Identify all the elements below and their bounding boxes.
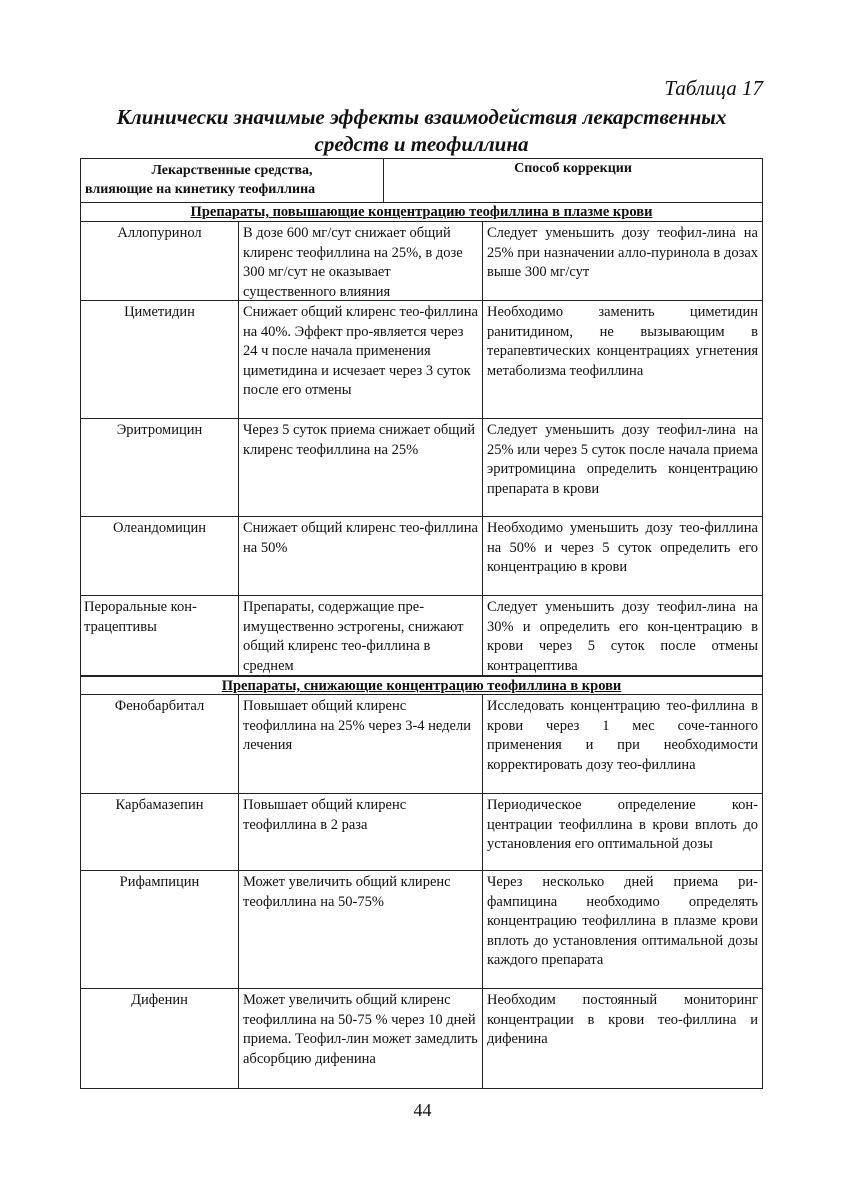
header-drugs-column bbox=[81, 159, 384, 202]
drug-cell: Рифампицин bbox=[81, 871, 239, 988]
table-row bbox=[81, 695, 762, 794]
page-number: 44 bbox=[413, 1100, 432, 1120]
correction-cell: Необходим постоянный мониторинг концентрации в крови тео-филлина и дифенина bbox=[487, 992, 758, 1047]
header-correction-column: Способ коррекции bbox=[514, 161, 632, 176]
table-row bbox=[81, 222, 762, 301]
effect-cell: Может увеличить общий клиренс теофиллина на 50-75 % через 10 дней приема. Теофил-лин может замедлить абсорбцию дифенина bbox=[239, 989, 483, 1088]
drug-cell: Карбамазепин bbox=[81, 794, 239, 870]
effect-cell: Снижает общий клиренс тео-филлина на 40%. Эффект про-является через 24 ч после начала применения циметидина и исчезает через 3 суток после его отмены bbox=[239, 301, 483, 418]
table-row bbox=[81, 989, 762, 1088]
drug-cell: Пероральные кон-трацептивы bbox=[81, 596, 239, 675]
drug-cell: Фенобарбитал bbox=[81, 695, 239, 793]
section-increasing-heading bbox=[81, 203, 762, 222]
table-header-row bbox=[81, 159, 762, 203]
effect-cell: Повышает общий клиренс теофиллина на 25% через 3-4 недели лечения bbox=[239, 695, 483, 793]
drug-cell: Олеандомицин bbox=[81, 517, 239, 595]
section-decreasing-heading bbox=[81, 676, 762, 695]
correction-cell: Периодическое определение кон-центрации теофиллина в крови вплоть до установления его оптимальной дозы bbox=[487, 797, 758, 852]
correction-cell: Необходимо заменить циметидин ранитидином, не вызывающим в терапевтических концентрациях угнетения метаболизма теофиллина bbox=[487, 304, 758, 379]
effect-cell: Снижает общий клиренс тео-филлина на 50% bbox=[239, 517, 483, 595]
correction-cell: Следует уменьшить дозу теофил-лина на 25% при назначении алло-пуринола в дозах выше 300 мг/сут bbox=[487, 225, 758, 280]
effect-cell: Препараты, содержащие пре-имущественно эстрогены, снижают общий клиренс тео-филлина в среднем bbox=[239, 596, 483, 675]
effect-cell: В дозе 600 мг/сут снижает общий клиренс теофиллина на 25%, в дозе 300 мг/сут не оказывает существенного влияния bbox=[239, 222, 483, 300]
table-row bbox=[81, 517, 762, 596]
table-title-line-1: Клинически значимые эффекты взаимодействия лекарственных bbox=[116, 105, 727, 129]
table-title-line-2: средств и теофиллина bbox=[314, 132, 529, 156]
interaction-table bbox=[80, 158, 763, 1089]
table-number-label: Таблица 17 bbox=[664, 76, 763, 100]
table-row bbox=[81, 419, 762, 517]
section-decreasing-text: Препараты, снижающие концентрацию теофиллина в крови bbox=[221, 678, 622, 694]
table-row bbox=[81, 301, 762, 419]
drug-cell: Аллопуринол bbox=[81, 222, 239, 300]
table-row bbox=[81, 794, 762, 871]
header-drugs-line-1: Лекарственные средства, bbox=[151, 163, 313, 178]
section-increasing-text: Препараты, повышающие концентрацию теофиллина в плазме крови bbox=[190, 204, 653, 220]
table-row bbox=[81, 596, 762, 676]
correction-cell: Необходимо уменьшить дозу тео-филлина на 50% и через 5 суток определить его концентрацию в крови bbox=[487, 520, 758, 575]
header-drugs-line-2: влияющие на кинетику теофиллина bbox=[85, 182, 316, 197]
drug-cell: Дифенин bbox=[81, 989, 239, 1088]
correction-cell: Через несколько дней приема ри-фампицина необходимо определять концентрацию теофиллина в плазме крови вплоть до установления оптимальной дозы каждого препарата bbox=[487, 874, 758, 968]
table-title bbox=[80, 104, 763, 158]
correction-cell: Исследовать концентрацию тео-филлина в крови через 1 мес соче-танного применения и при необходимости корректировать дозу тео-филлина bbox=[487, 698, 758, 773]
effect-cell: Может увеличить общий клиренс теофиллина на 50-75% bbox=[239, 871, 483, 988]
correction-cell: Следует уменьшить дозу теофил-лина на 30% и определить его кон-центрацию в крови через 5 суток после отмены контрацептива bbox=[487, 599, 758, 674]
drug-cell: Эритромицин bbox=[81, 419, 239, 516]
correction-cell: Следует уменьшить дозу теофил-лина на 25% или через 5 суток после начала приема эритромицина определить концентрацию препарата в крови bbox=[487, 422, 758, 497]
table-row bbox=[81, 871, 762, 989]
effect-cell: Повышает общий клиренс теофиллина в 2 раза bbox=[239, 794, 483, 870]
drug-cell: Циметидин bbox=[81, 301, 239, 418]
effect-cell: Через 5 суток приема снижает общий клиренс теофиллина на 25% bbox=[239, 419, 483, 516]
